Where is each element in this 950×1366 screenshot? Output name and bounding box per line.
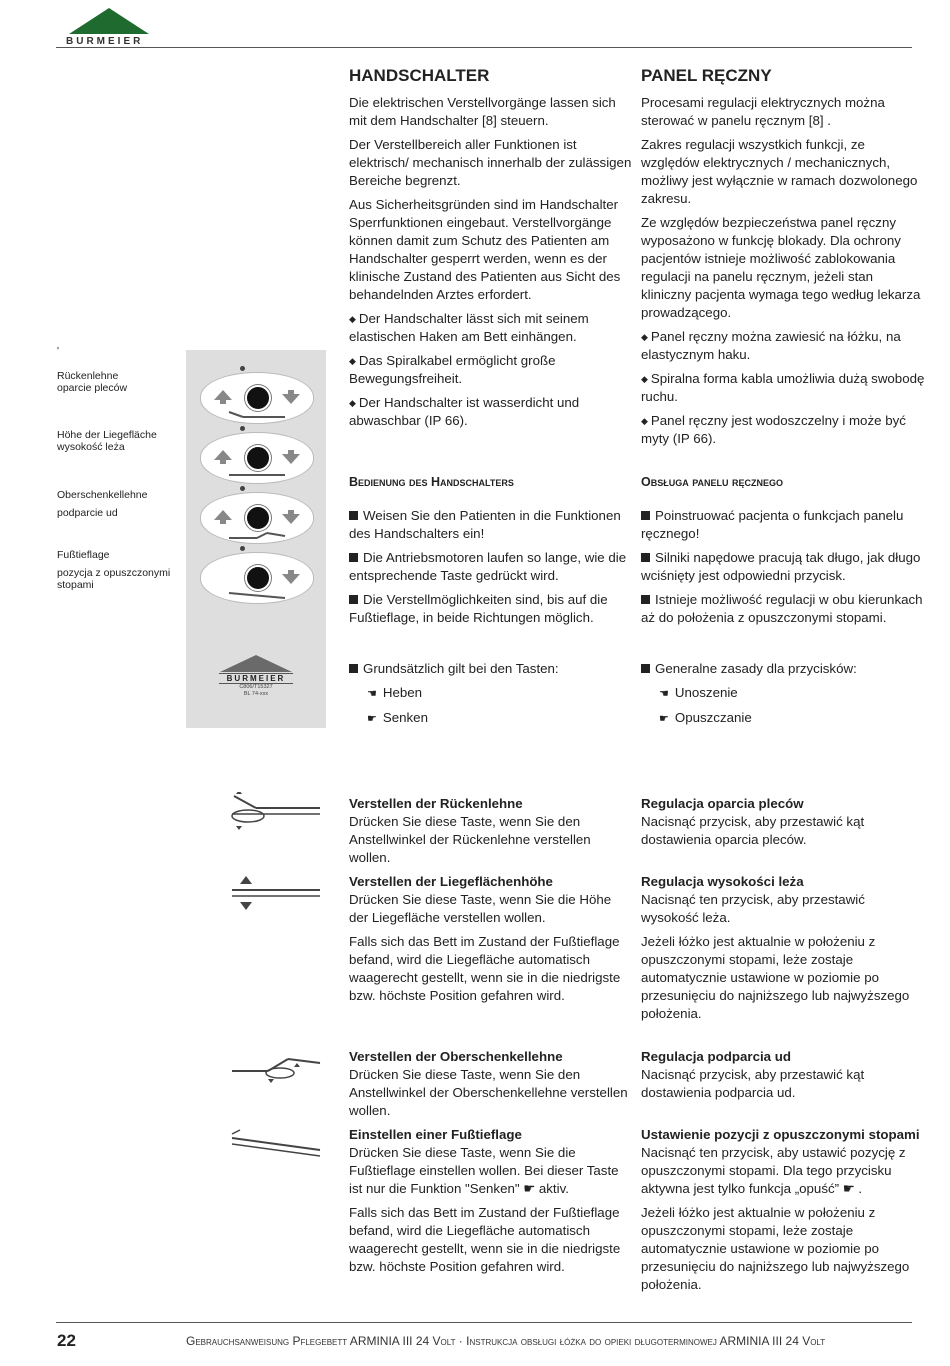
side-label-back: Rückenlehne oparcie pleców	[57, 370, 128, 394]
top-divider	[56, 47, 912, 48]
pl-intro-1: Procesami regulacji elektrycznych można sterować w panelu ręcznym [8] .	[641, 95, 885, 128]
de-up-item: ☚ Heben	[367, 684, 634, 703]
thigh-function-icon	[228, 1045, 323, 1085]
led-dot	[240, 486, 245, 491]
pl-square-3: Istnieje możliwość regulacji w obu kierunkach aż do położenia z opuszczonymi stopami.	[641, 592, 923, 625]
down-arrow-icon[interactable]	[281, 567, 301, 587]
hand-up-icon: ☚	[659, 688, 669, 700]
height-function-icon	[228, 872, 323, 912]
down-arrow-icon[interactable]	[281, 447, 301, 467]
pl-intro	[641, 94, 926, 454]
de-title: HANDSCHALTER	[349, 66, 490, 85]
pl-square-2: Silniki napędowe pracują tak długo, jak długo wciśnięty jest odpowiedni przycisk.	[641, 550, 921, 583]
de-function-thigh: Verstellen der Oberschenkellehne Drücken Sie diese Taste, wenn Sie den Anstellwinkel der Oberschenkellehne verstellen wollen.	[349, 1049, 628, 1118]
bottom-divider	[56, 1322, 912, 1323]
pl-bullet-1: ◆ Panel ręczny można zawiesić na łóżku, na elastycznym haku.	[641, 329, 901, 362]
down-arrow-icon[interactable]	[281, 387, 301, 407]
side-tick: '	[57, 345, 60, 357]
thigh-symbol-icon	[227, 530, 287, 540]
backrest-function-icon	[228, 792, 323, 832]
pl-function-foot: Ustawienie pozycji z opuszczonymi stopami Nacisnąć ten przycisk, aby ustawić pozycję z opuszczonymi stopami. Dla tego przycisku aktywna jest tylko funkcja „opuść” ☛ . Jeżeli łóżko jest aktualnie w położeniu z opuszczonymi stopami, leże zostaje automatycznie ustawione w poziomie po przesunięciu do najniższego lub najwyższego położenia.	[641, 1127, 920, 1292]
thigh-button-group	[200, 492, 314, 544]
de-bullet-2: ◆ Das Spiralkabel ermöglicht große Bewegungsfreiheit.	[349, 353, 556, 386]
foot-button-group	[200, 552, 314, 604]
de-bullet-3: ◆ Der Handschalter ist wasserdicht und abwaschbar (IP 66).	[349, 395, 580, 428]
de-principle-block	[349, 660, 634, 728]
de-function-backrest: Verstellen der Rückenlehne Drücken Sie diese Taste, wenn Sie den Anstellwinkel der Rückenlehne verstellen wollen.	[349, 796, 591, 865]
de-principle: Grundsätzlich gilt bei den Tasten:	[349, 660, 634, 678]
pl-bullet-3: ◆ Panel ręczny jest wodoszczelny i może być myty (IP 66).	[641, 413, 906, 446]
de-bullet-1: ◆ Der Handschalter lässt sich mit seinem elastischen Haken am Bett einhängen.	[349, 311, 589, 344]
side-label-height: Höhe der Liegefläche wysokość leża	[57, 429, 157, 453]
hand-up-icon: ☚	[367, 688, 377, 700]
de-square-3: Die Verstellmöglichkeiten sind, bis auf die Fußtieflage, in beide Richtungen möglich.	[349, 592, 608, 625]
pl-intro-3: Ze względów bezpieczeństwa panel ręczny wyposażono w funkcję blokady. Dla ochrony pacjentów istnieje możliwość zablokowania regulacji na panelu ręcznym, jeżeli stan kliniczny pacjenta wymaga tego według lekarza prowadzącego.	[641, 215, 921, 320]
pl-title: PANEL RĘCZNY	[641, 66, 772, 85]
hand-control-panel	[186, 350, 326, 728]
pl-function-thigh: Regulacja podparcia ud Nacisnąć przycisk, aby przestawić kąt dostawienia podparcia ud.	[641, 1049, 865, 1100]
lock-dial[interactable]	[245, 445, 271, 471]
de-down-item: ☛ Senken	[367, 709, 634, 728]
de-intro	[349, 94, 634, 436]
pl-up-item: ☚ Unoszenie	[659, 684, 926, 703]
pl-function-backrest: Regulacja oparcia pleców Nacisnąć przycisk, aby przestawić kąt dostawienia oparcia pleców.	[641, 796, 865, 847]
backrest-symbol-icon	[227, 410, 287, 420]
burmeier-logo-text: BURMEIER	[66, 36, 144, 47]
panel-logo: BURMEIER C806/T15327 BL 74-xxx	[219, 655, 293, 698]
pl-function-height: Regulacja wysokości leża Nacisnąć ten przycisk, aby przestawić wysokość leża. Jeżeli łóżko jest aktualnie w położeniu z opuszczonymi stopami, leże zostaje automatycznie ustawione w poziomie po przesunięciu do najniższego lub najwyższego położenia.	[641, 874, 910, 1021]
led-dot	[240, 426, 245, 431]
de-square-1: Weisen Sie den Patienten in die Funktionen des Handschalters ein!	[349, 508, 621, 541]
down-arrow-icon[interactable]	[281, 507, 301, 527]
de-intro-2: Der Verstellbereich aller Funktionen ist elektrisch/ mechanisch innerhalb der zulässigen Bereiche begrenzt.	[349, 137, 632, 188]
height-button-group	[200, 432, 314, 484]
de-function-foot: Einstellen einer Fußtieflage Drücken Sie diese Taste, wenn Sie die Fußtieflage einstellen wollen. Bei dieser Taste ist nur die Funktion "Senken" ☛ aktiv. Falls sich das Bett im Zustand der Fußtieflage befand, wird die Liegefläche automatisch waagerecht gestellt, wenn sie in die niedrigste bzw. höchste Position gefahren wird.	[349, 1127, 621, 1274]
de-square-2: Die Antriebsmotoren laufen so lange, wie die entsprechende Taste gedrückt wird.	[349, 550, 627, 583]
height-symbol-icon	[227, 470, 287, 480]
foot-tilt-function-icon	[228, 1128, 323, 1168]
pl-intro-2: Zakres regulacji wszystkich funkcji, ze względów elektrycznych / mechanicznych, możliwy jest wyłącznie w ramach dozwolonego zakresu.	[641, 137, 918, 206]
footer-title: Gebrauchsanweisung Pflegebett ARMINIA III 24 Volt · Instrukcja obsługi łóżka do opieki długoterminowej ARMINIA III 24 Volt	[186, 1334, 826, 1348]
side-label-foot: Fußtieflage pozycja z opuszczonymi stopami	[57, 549, 171, 591]
pl-square-1: Poinstruować pacjenta o funkcjach panelu ręcznego!	[641, 508, 904, 541]
pl-section2-title: Obsługa panelu ręcznego	[641, 475, 784, 489]
led-dot	[240, 546, 245, 551]
de-operation-list	[349, 507, 634, 633]
burmeier-logo-roof	[69, 8, 149, 34]
pl-bullet-2: ◆ Spiralna forma kabla umożliwia dużą swobodę ruchu.	[641, 371, 925, 404]
backrest-button-group	[200, 372, 314, 424]
led-dot	[240, 366, 245, 371]
de-section2-title: Bedienung des Handschalters	[349, 475, 514, 489]
lock-dial[interactable]	[245, 565, 271, 591]
pl-down-item: ☛ Opuszczanie	[659, 709, 926, 728]
foot-tilt-symbol-icon	[227, 590, 287, 600]
lock-dial[interactable]	[245, 505, 271, 531]
hand-down-icon: ☛	[367, 713, 377, 725]
side-label-thigh: Oberschenkellehne podparcie ud	[57, 489, 148, 519]
up-arrow-icon[interactable]	[213, 507, 233, 527]
up-arrow-icon[interactable]	[213, 447, 233, 467]
up-arrow-icon[interactable]	[213, 387, 233, 407]
de-intro-1: Die elektrischen Verstellvorgänge lassen sich mit dem Handschalter [8] steuern.	[349, 95, 616, 128]
de-function-height: Verstellen der Liegeflächenhöhe Drücken Sie diese Taste, wenn Sie die Höhe der Liegefläche verstellen wollen. Falls sich das Bett im Zustand der Fußtieflage befand, wird die Liegefläche automatisch waagerecht gestellt, wenn sie in die niedrigste bzw. höchste Position gefahren wird.	[349, 874, 621, 1003]
de-intro-3: Aus Sicherheitsgründen sind im Handschalter Sperrfunktionen eingebaut. Verstellvorgänge können damit zum Schutz des Patienten am Handschalter gesperrt werden, wenn es der klinische Zustand des Patienten aus Sicht des behandelnden Arztes erfordert.	[349, 197, 621, 302]
lock-dial[interactable]	[245, 385, 271, 411]
hand-down-icon: ☛	[659, 713, 669, 725]
pl-principle-block	[641, 660, 926, 728]
page-number: 22	[57, 1331, 76, 1350]
pl-principle: Generalne zasady dla przycisków:	[641, 660, 926, 678]
pl-operation-list	[641, 507, 926, 633]
